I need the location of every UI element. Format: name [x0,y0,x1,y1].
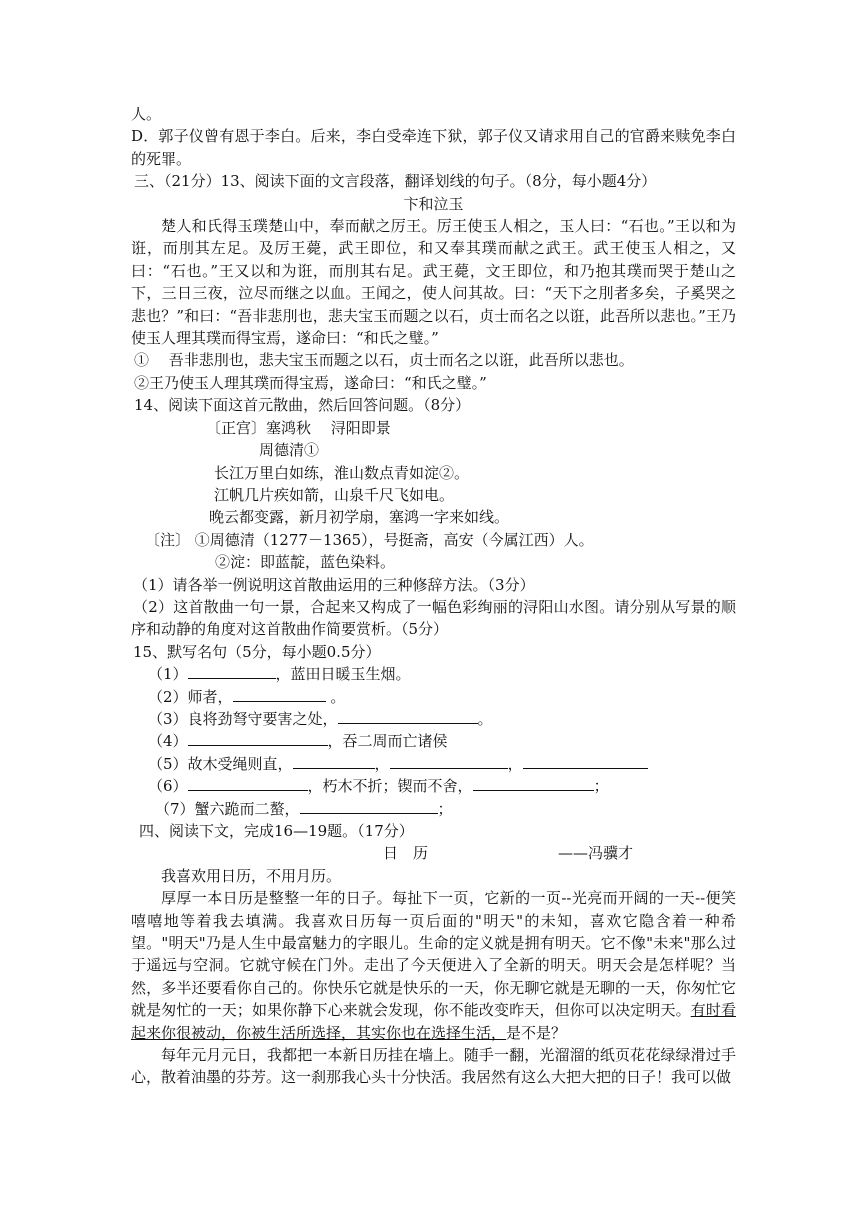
recite-item-5: （5）故木受绳则直， ， ， [148,753,736,775]
essay-title: 日 历 [383,844,429,863]
qu-author: 周德清① [259,441,320,460]
answer-blank[interactable] [233,687,326,702]
essay-paragraph-1: 我喜欢用日历，不用月历。 [161,866,342,885]
answer-blank[interactable] [523,754,648,769]
translate-item-2: ②王乃使玉人理其璞而得宝焉，遂命曰：“和氏之璧。” [134,373,487,392]
section-3-heading: 三、（21分）13、阅读下面的文言段落，翻译划线的句子。（8分，每小题4分） [134,172,657,191]
qu-line-2: 江帆几片疾如箭，山泉千尺飞如电。 [214,485,455,504]
underlined-sentence: 有时看起来你很被动，你被生活所选择，其实你也在选择生活， [131,1001,736,1042]
answer-blank[interactable] [293,754,375,769]
classical-passage: 楚人和氏得玉璞楚山中，奉而献之厉王。厉王使玉人相之，玉人曰：“石也。”王以和为诳，而刖其左足。及厉王薨，武王即位，和又奉其璞而献之武王。武王使玉人相之，又曰：“石也。”王又以和为诳，而刖其右足。武王薨，文王即位，和乃抱其璞而哭于楚山之下，三日三夜，泣尽而继之以血。王闻之，使人问其故。曰：“天下之刖者多矣，子奚哭之悲也？”和曰：“吾非悲刖也，悲夫宝玉而题之以石，贞士而名之以诳，此吾所以悲也。”王乃使玉人理其璞而得宝焉，遂命曰：“和氏之璧。” [131,217,736,348]
answer-blank[interactable] [188,731,328,746]
recite-item-6: （6） ，朽木不折；锲而不舍， ； [148,777,609,796]
answer-blank[interactable] [473,776,594,791]
question-15-heading: 15、默写名句（5分，每小题0.5分） [133,642,381,661]
qu-line-1: 长江万里白如练，淮山数点青如淀②。 [214,463,470,482]
section-4-heading: 四、阅读下文，完成16—19题。（17分） [139,822,414,840]
answer-blank[interactable] [338,709,478,724]
note-1: 〔注〕 ①周德清（1277－1365），号挺斋，高安（今属江西）人。 [145,530,594,549]
recite-item-1: （1） ，蓝田日暖玉生烟。 [148,665,411,684]
essay-title-line [131,842,736,864]
text-line: 人。 [131,105,162,123]
recite-item-3: （3）良将劲弩守要害之处， 。 [148,709,493,728]
question-14-heading: 14、阅读下面这首元散曲，然后回答问题。（8分） [134,396,471,415]
document-page [131,103,736,1089]
question-14-sub-2: （2）这首散曲一句一景，合起来又构成了一幅色彩绚丽的浔阳山水图。请分别从写景的顺序和动静的角度对这首散曲作简要赏析。（5分） [131,597,736,639]
qu-line-3: 晚云都变露，新月初学扇，塞鸿一字来如线。 [209,508,510,527]
qu-title: 〔正宫〕塞鸿秋 浔阳即景 [206,418,391,437]
answer-option-d: D．郭子仪曾有恩于李白。后来，李白受牵连下狱，郭子仪又请求用自己的官爵来赎免李白的死罪。 [131,127,736,168]
recite-item-2: （2）师者， 。 [148,687,346,706]
question-14-sub-1: （1）请各举一例说明这首散曲运用的三种修辞方法。（3分） [133,575,535,594]
essay-paragraph-2: 厚厚一本日历是整整一年的日子。每扯下一页，它新的一页--光亮而开阔的一天--便笑嘻嘻地等着我去填满。我喜欢日历每一页后面的"明天"的未知，喜欢它隐含着一种希望。"明天"乃是人生中最富魅力的字眼儿。生命的定义就是拥有明天。它不像"未来"那么过于遥远与空洞。它就守候在门外。走出了今天便进入了全新的明天。明天会是怎样呢？当然，多半还要看你自己的。你快乐它就是快乐的一天，你无聊它就是无聊的一天，你匆忙它就是匆忙的一天；如果你静下心来就会发现，你不能改变昨天，但你可以决定明天。有时看起来你很被动，你被生活所选择，其实你也在选择生活，是不是？ [131,889,736,1042]
recite-item-7: （7）蟹六跪而二螯， ； [155,799,453,818]
translate-item-1: ① 吾非悲刖也，悲夫宝玉而题之以石，贞士而名之以诳，此吾所以悲也。 [134,351,634,370]
recite-item-4: （4） ，吞二周而亡诸侯 [148,732,448,751]
answer-blank[interactable] [300,799,438,814]
essay-paragraph-3: 每年元月元日，我都把一本新日历挂在墙上。随手一翻，光溜溜的纸页花花绿绿滑过手心，散着油墨的芬芳。这一刹那我心头十分快活。我居然有这么大把大把的日子！我可以做 [131,1046,736,1087]
essay-author: ——冯骥才 [558,844,634,863]
passage-title: 卞和泣玉 [403,194,464,213]
note-2: ②淀：即蓝靛，蓝色染料。 [215,553,396,572]
answer-blank[interactable] [188,776,308,791]
answer-blank[interactable] [188,664,276,679]
answer-blank[interactable] [390,754,508,769]
